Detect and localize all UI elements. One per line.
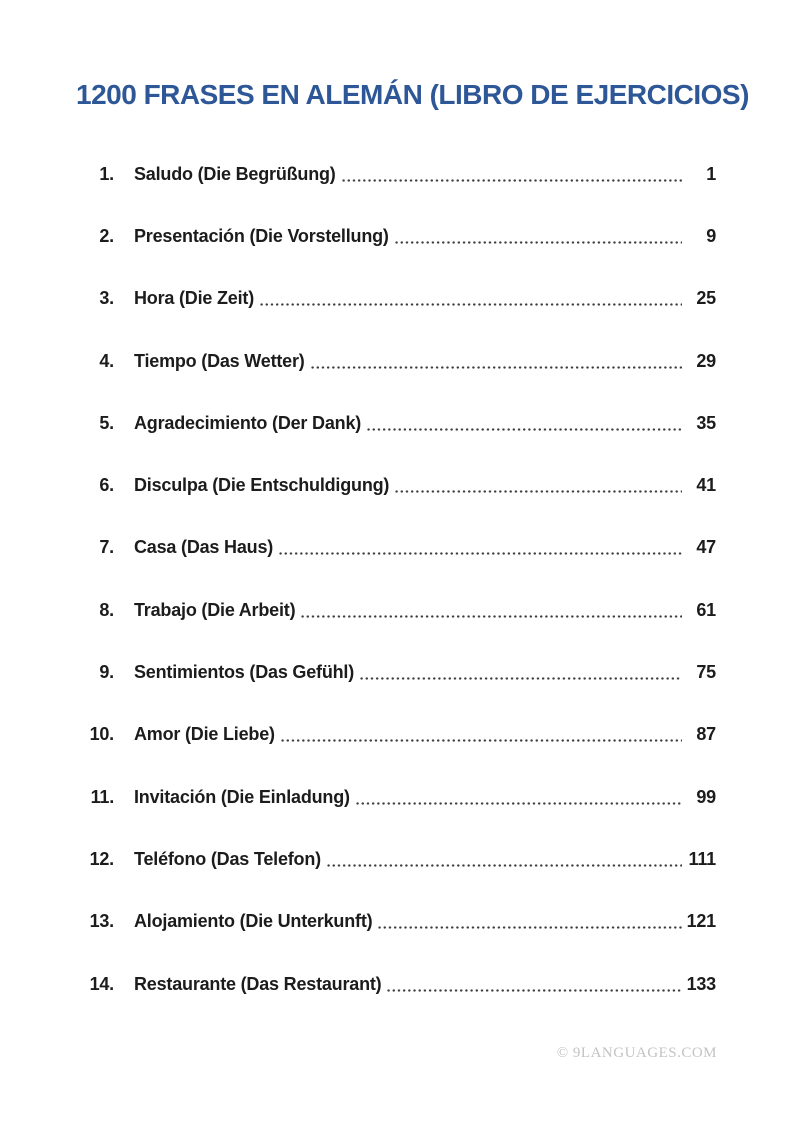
dot-leader [341, 167, 682, 182]
toc-entry-number: 6. [99, 475, 114, 496]
toc-entry-page: 61 [696, 599, 716, 620]
dot-leader [386, 977, 682, 992]
toc-entry-page: 47 [696, 537, 716, 558]
page-footer-copyright: © 9LANGUAGES.COM [556, 1045, 717, 1061]
toc-entry-number: 9. [99, 662, 114, 683]
page-title: 1200 FRASES EN ALEMÁN (LIBRO DE EJERCICIOS) [76, 79, 749, 110]
dot-leader [394, 229, 682, 244]
toc-entry-label: Casa (Das Haus) [134, 537, 274, 558]
toc-entry-label: Amor (Die Liebe) [134, 724, 275, 745]
dot-leader [278, 540, 682, 555]
dot-leader [280, 727, 682, 742]
toc-entry-page: 29 [696, 350, 716, 371]
toc-entry[interactable] [76, 891, 716, 953]
dot-leader [259, 291, 682, 306]
toc-entry-number: 11. [90, 786, 114, 807]
dot-leader [300, 603, 682, 618]
toc-entry-number: 12. [89, 848, 114, 869]
toc-entry-page: 9 [706, 225, 716, 246]
dot-leader [310, 354, 682, 369]
toc-entry-label: Teléfono (Das Telefon) [134, 848, 321, 869]
toc-entry-label: Disculpa (Die Entschuldigung) [134, 475, 390, 496]
toc-entry[interactable] [76, 392, 716, 454]
dot-leader [366, 416, 682, 431]
toc-entry-number: 14. [89, 973, 114, 994]
toc-entry[interactable] [76, 953, 716, 1015]
toc-entry-label: Hora (Die Zeit) [134, 288, 255, 309]
toc-entry-number: 1. [99, 163, 114, 184]
toc-entry-label: Invitación (Die Einladung) [134, 786, 350, 807]
toc-entry-page: 133 [686, 973, 716, 994]
toc-entry-page: 35 [696, 412, 716, 433]
toc-entry[interactable] [76, 143, 716, 205]
toc-entry-page: 1 [706, 163, 716, 184]
toc-entry[interactable] [76, 454, 716, 516]
toc-entry[interactable] [76, 766, 716, 828]
toc-entry-label: Trabajo (Die Arbeit) [134, 599, 296, 620]
toc-entry-number: 13. [89, 911, 114, 932]
toc-entry[interactable] [76, 268, 716, 330]
toc-entry-label: Sentimientos (Das Gefühl) [134, 662, 355, 683]
table-of-contents [76, 143, 716, 1015]
toc-entry[interactable] [76, 330, 716, 392]
toc-entry[interactable] [76, 704, 716, 766]
toc-entry-page: 75 [696, 662, 716, 683]
toc-entry-label: Restaurante (Das Restaurant) [134, 973, 382, 994]
toc-entry-page: 111 [688, 848, 716, 869]
toc-entry[interactable] [76, 517, 716, 579]
toc-entry-page: 87 [696, 724, 716, 745]
toc-entry-number: 3. [99, 288, 114, 309]
toc-entry-label: Agradecimiento (Der Dank) [134, 412, 362, 433]
dot-leader [394, 478, 682, 493]
toc-entry[interactable] [76, 205, 716, 267]
toc-entry-label: Alojamiento (Die Unterkunft) [134, 911, 373, 932]
toc-entry-number: 5. [99, 412, 114, 433]
toc-entry-number: 7. [99, 537, 114, 558]
toc-entry-page: 99 [696, 786, 716, 807]
toc-entry-number: 8. [99, 599, 114, 620]
toc-entry-page: 121 [686, 911, 716, 932]
toc-entry-number: 2. [99, 225, 114, 246]
dot-leader [377, 914, 682, 929]
toc-entry-label: Tiempo (Das Wetter) [134, 350, 305, 371]
toc-entry-number: 4. [99, 350, 114, 371]
toc-entry-number: 10. [89, 724, 114, 745]
toc-entry-label: Presentación (Die Vorstellung) [134, 225, 389, 246]
dot-leader [359, 665, 682, 680]
toc-entry-page: 25 [696, 288, 716, 309]
dot-leader [326, 852, 682, 867]
toc-entry[interactable] [76, 579, 716, 641]
toc-entry[interactable] [76, 641, 716, 703]
toc-entry[interactable] [76, 828, 716, 890]
toc-entry-page: 41 [696, 475, 716, 496]
toc-entry-label: Saludo (Die Begrüßung) [134, 163, 336, 184]
dot-leader [355, 790, 682, 805]
